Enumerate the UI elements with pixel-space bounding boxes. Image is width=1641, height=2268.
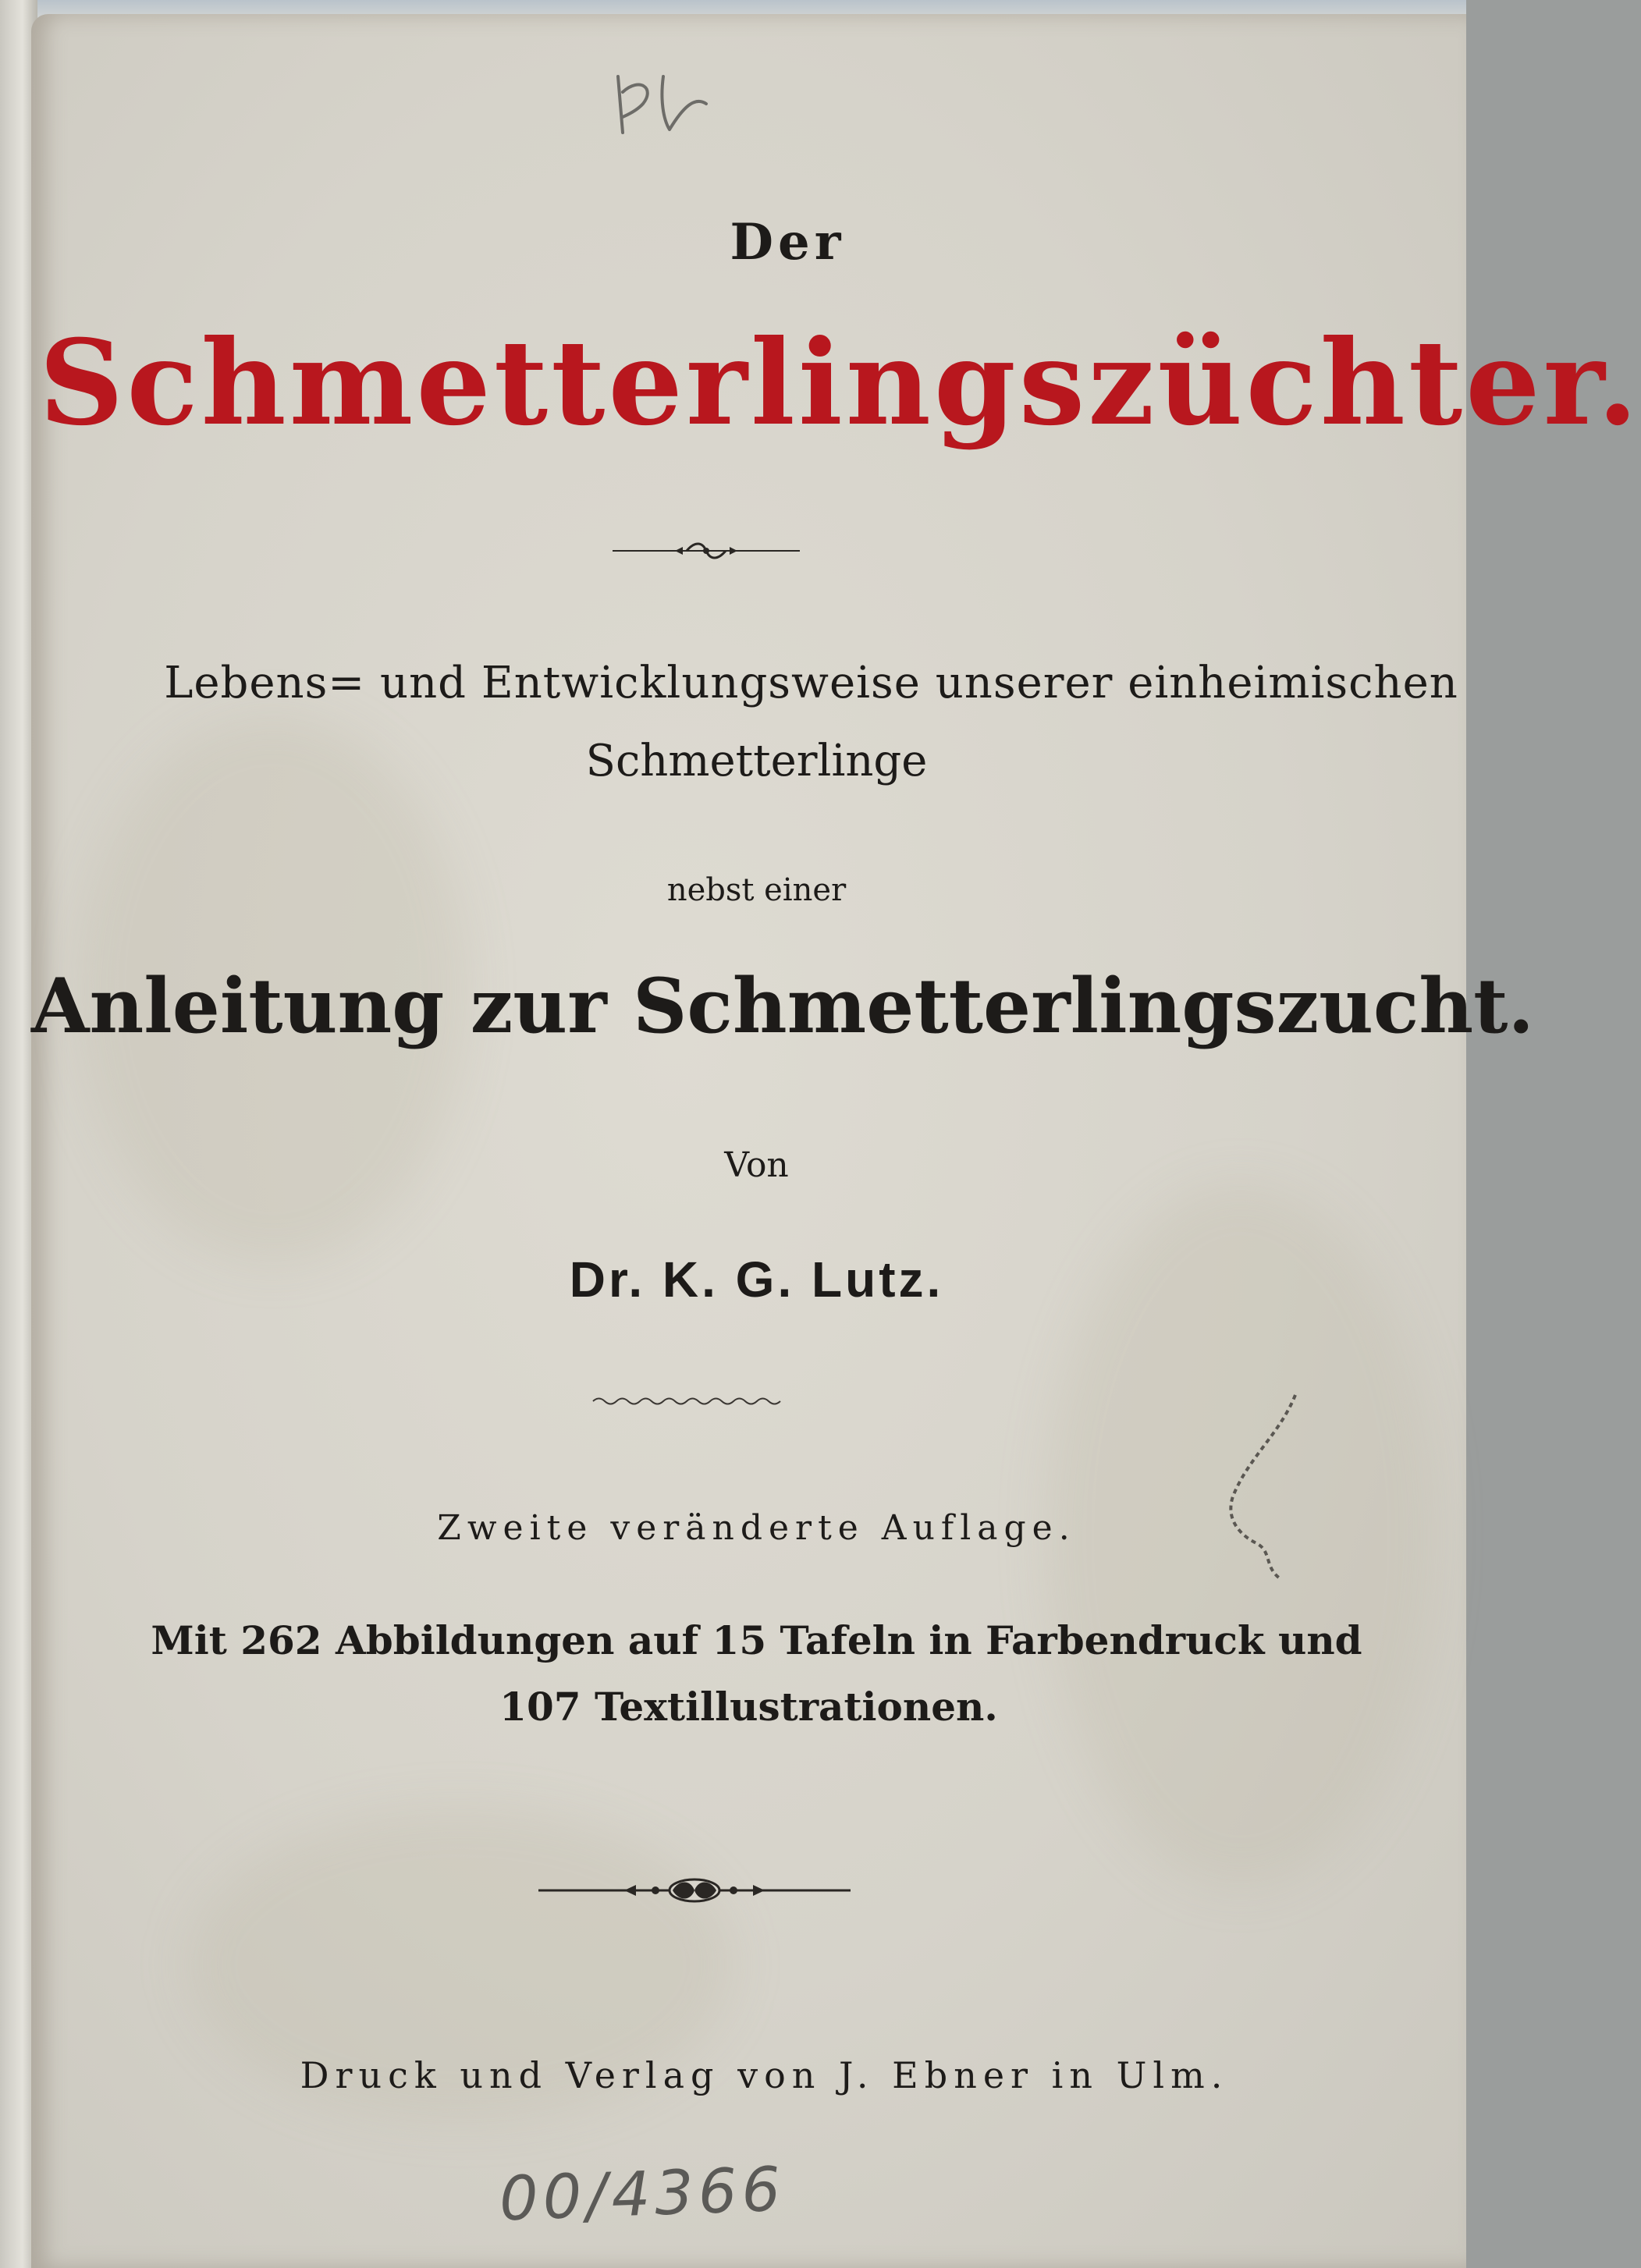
subtitle-main: Anleitung zur Schmetterlingszucht. (31, 962, 1534, 1050)
pencil-initials-mark (609, 61, 718, 139)
subtitle-line-1: Lebens= und Entwicklungsweise unserer einheimischen (164, 658, 1458, 708)
fleuron-ornament (538, 1875, 851, 1906)
subtitle-connector: nebst einer (666, 872, 847, 908)
title-article: Der (730, 213, 846, 272)
subtitle-line-2: Schmetterlinge (585, 736, 928, 786)
illustrations-line-2: 107 Textillustrationen. (499, 1684, 998, 1730)
title-divider-ornament (613, 539, 800, 563)
edition-note: Zweite veränderte Auflage. (437, 1508, 1076, 1548)
title-page (31, 14, 1641, 2268)
publisher-imprint: Druck und Verlag von J. Ebner in Ulm. (300, 2054, 1229, 2096)
handwritten-call-number: 00/4366 (498, 2154, 787, 2235)
ink-smudge-mark (1217, 1387, 1311, 1590)
illustrations-line-1: Mit 262 Abbildungen auf 15 Tafeln in Farbendruck und (151, 1617, 1362, 1663)
author-name: Dr. K. G. Lutz. (569, 1251, 944, 1308)
wavy-rule-ornament (593, 1393, 780, 1409)
by-line: Von (724, 1145, 789, 1185)
book-title: Schmetterlingszüchter. (39, 314, 1641, 452)
